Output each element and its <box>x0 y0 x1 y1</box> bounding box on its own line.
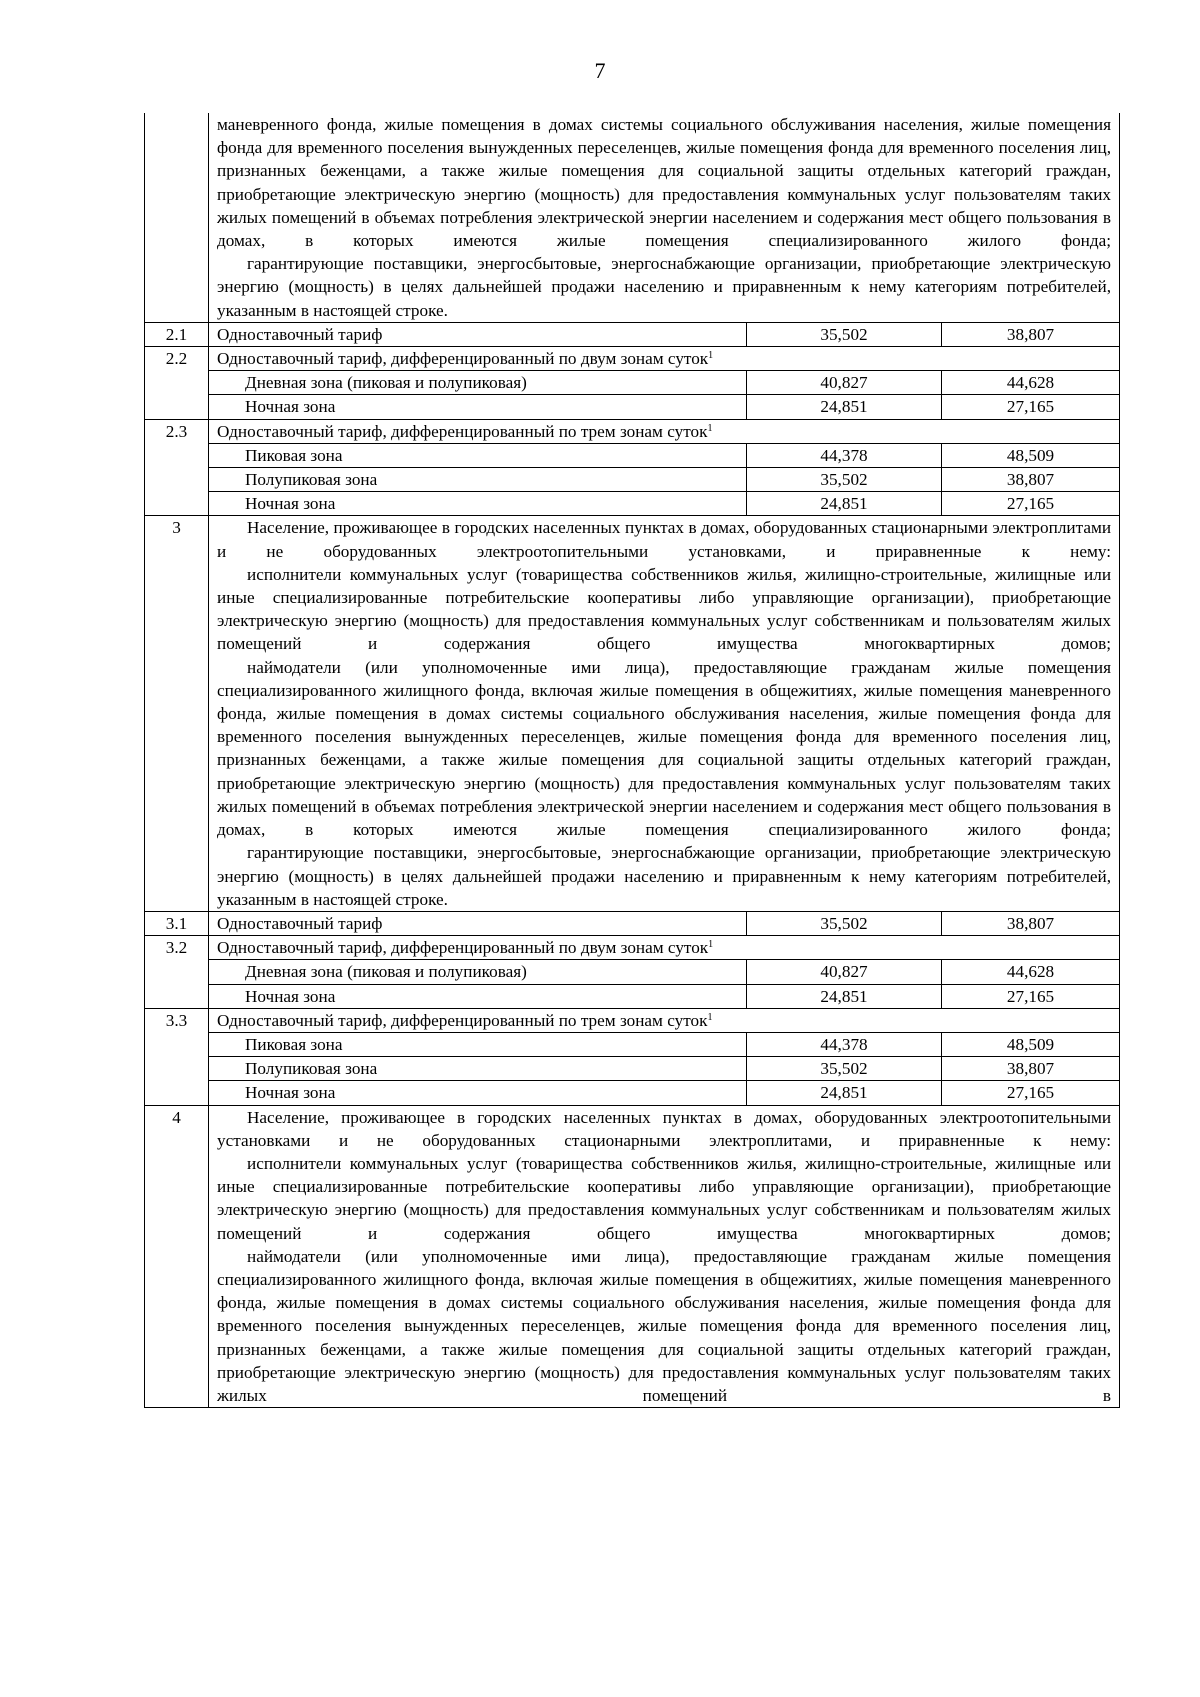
tariff-value-2: 48,509 <box>942 443 1120 467</box>
table-row <box>145 1057 1120 1081</box>
tariff-value-1: 35,502 <box>747 322 942 346</box>
table-row <box>145 395 1120 419</box>
zone-label: Ночная зона <box>209 492 747 516</box>
row-number-cell <box>145 113 209 322</box>
tariff-value-1: 40,827 <box>747 960 942 984</box>
table-row <box>145 516 1120 911</box>
tariff-value-2: 44,628 <box>942 960 1120 984</box>
tariff-label: Одноставочный тариф <box>209 322 747 346</box>
table-row <box>145 960 1120 984</box>
table-row <box>145 371 1120 395</box>
tariff-value-2: 27,165 <box>942 395 1120 419</box>
tariff-value-2: 44,628 <box>942 371 1120 395</box>
tariff-value-2: 27,165 <box>942 492 1120 516</box>
row-number: 2.3 <box>145 419 209 443</box>
zone-label: Пиковая зона <box>209 1032 747 1056</box>
table-row <box>145 984 1120 1008</box>
tariff-value-1: 24,851 <box>747 492 942 516</box>
tariff-table <box>144 113 1120 1408</box>
row-description <box>209 1105 1120 1408</box>
table-row <box>145 911 1120 935</box>
row-number: 3 <box>145 516 209 911</box>
tariff-value-2: 38,807 <box>942 911 1120 935</box>
zone-label: Дневная зона (пиковая и полупиковая) <box>209 960 747 984</box>
table-row <box>145 1008 1120 1032</box>
paragraph: наймодатели (или уполномоченные ими лица), предоставляющие гражданам жилые помещения специализированного жилищного фонда, включая жилые помещения в общежитиях, жилые помещения маневренного фонда, жилые помещения в домах системы социального обслуживания населения, жилые помещения фонда для временного поселения вынужденных переселенцев, жилые помещения фонда для временного поселения лиц, признанных беженцами, а также жилые помещения для социальной защиты отдельных категорий граждан, приобретающие электрическую энергию (мощность) для предоставления коммунальных услуг пользователям таких жилых помещений в <box>217 1246 1112 1405</box>
zone-label: Полупиковая зона <box>209 468 747 492</box>
table-row <box>145 492 1120 516</box>
paragraph: наймодатели (или уполномоченные ими лица), предоставляющие гражданам жилые помещения специализированного жилищного фонда, включая жилые помещения в общежитиях, жилые помещения маневренного фонда, жилые помещения в домах системы социального обслуживания населения, жилые помещения фонда для временного поселения вынужденных переселенцев, жилые помещения фонда для временного поселения лиц, признанных беженцами, а также жилые помещения для социальной защиты отдельных категорий граждан, приобретающие электрическую энергию (мощность) для предоставления коммунальных услуг пользователям таких жилых помещений в объемах потребления электрической энергии населением и содержания мест общего пользования в домах, в которых имеются жилые помещения специализированного жилого фонда; <box>217 657 1112 840</box>
tariff-group-label <box>209 419 1120 443</box>
tariff-value-2: 38,807 <box>942 322 1120 346</box>
row-number: 2.2 <box>145 347 209 371</box>
tariff-value-1: 24,851 <box>747 1081 942 1105</box>
zone-label: Ночная зона <box>209 984 747 1008</box>
table-row <box>145 936 1120 960</box>
tariff-value-1: 35,502 <box>747 911 942 935</box>
tariff-group-label <box>209 1008 1120 1032</box>
table-row <box>145 347 1120 371</box>
table-row <box>145 443 1120 467</box>
tariff-value-1: 24,851 <box>747 984 942 1008</box>
tariff-value-1: 40,827 <box>747 371 942 395</box>
tariff-label: Одноставочный тариф <box>209 911 747 935</box>
footnote-mark: 1 <box>707 1011 713 1023</box>
row-number: 3.2 <box>145 936 209 960</box>
footnote-mark: 1 <box>708 350 714 362</box>
tariff-value-2: 27,165 <box>942 984 1120 1008</box>
table-row <box>145 1081 1120 1105</box>
tariff-group-text: Одноставочный тариф, дифференцированный по двум зонам суток <box>217 349 709 369</box>
row-number: 3.1 <box>145 911 209 935</box>
tariff-value-1: 35,502 <box>747 1057 942 1081</box>
paragraph: гарантирующие поставщики, энергосбытовые, энергоснабжающие организации, приобретающие электрическую энергию (мощность) в целях дальнейшей продажи населению и приравненным к нему категориям потребителей, указанным в настоящей строке. <box>217 254 1112 320</box>
tariff-value-2: 38,807 <box>942 468 1120 492</box>
paragraph: Население, проживающее в городских населенных пунктах в домах, оборудованных электроотопительными установками и не оборудованных стационарными электроплитами, и приравненные к нему: <box>217 1107 1112 1150</box>
tariff-value-1: 24,851 <box>747 395 942 419</box>
row-number: 3.3 <box>145 1008 209 1032</box>
paragraph: исполнители коммунальных услуг (товарищества собственников жилья, жилищно-строительные, жилищные или иные специализированные потребительские кооперативы либо управляющие организации), приобретающие электрическую энергию (мощность) для предоставления коммунальных услуг собственникам и пользователям жилых помещений и содержания общего имущества многоквартирных домов; <box>217 1153 1112 1243</box>
row-description <box>209 113 1120 322</box>
tariff-value-2: 27,165 <box>942 1081 1120 1105</box>
zone-label: Ночная зона <box>209 1081 747 1105</box>
table-row <box>145 468 1120 492</box>
tariff-value-2: 38,807 <box>942 1057 1120 1081</box>
table-row <box>145 1105 1120 1408</box>
tariff-group-label <box>209 347 1120 371</box>
footnote-mark: 1 <box>708 939 714 951</box>
table-row <box>145 1032 1120 1056</box>
zone-label: Полупиковая зона <box>209 1057 747 1081</box>
paragraph: маневренного фонда, жилые помещения в домах системы социального обслуживания населения, жилые помещения фонда для временного поселения вынужденных переселенцев, жилые помещения фонда для временного поселения лиц, признанных беженцами, а также жилые помещения для социальной защиты отдельных категорий граждан, приобретающие электрическую энергию (мощность) для предоставления коммунальных услуг пользователям таких жилых помещений в объемах потребления электрической энергии населением и содержания мест общего пользования в домах, в которых имеются жилые помещения специализированного жилого фонда; <box>217 115 1112 251</box>
tariff-value-2: 48,509 <box>942 1032 1120 1056</box>
row-number: 4 <box>145 1105 209 1408</box>
tariff-group-text: Одноставочный тариф, дифференцированный по двум зонам суток <box>217 938 709 958</box>
tariff-value-1: 35,502 <box>747 468 942 492</box>
table-row <box>145 113 1120 322</box>
table-row <box>145 419 1120 443</box>
footnote-mark: 1 <box>707 422 713 434</box>
tariff-group-text: Одноставочный тариф, дифференцированный по трем зонам суток <box>217 421 708 441</box>
tariff-value-1: 44,378 <box>747 443 942 467</box>
tariff-value-1: 44,378 <box>747 1032 942 1056</box>
tariff-group-text: Одноставочный тариф, дифференцированный по трем зонам суток <box>217 1010 708 1030</box>
zone-label: Дневная зона (пиковая и полупиковая) <box>209 371 747 395</box>
zone-label: Пиковая зона <box>209 443 747 467</box>
table-row <box>145 322 1120 346</box>
page-number: 7 <box>594 58 606 83</box>
paragraph: гарантирующие поставщики, энергосбытовые, энергоснабжающие организации, приобретающие электрическую энергию (мощность) в целях дальнейшей продажи населению и приравненным к нему категориям потребителей, указанным в настоящей строке. <box>217 843 1112 909</box>
row-number: 2.1 <box>145 322 209 346</box>
row-description <box>209 516 1120 911</box>
paragraph: Население, проживающее в городских населенных пунктах в домах, оборудованных стационарными электроплитами и не оборудованных электроотопительными установками, и приравненные к нему: <box>217 518 1112 561</box>
zone-label: Ночная зона <box>209 395 747 419</box>
tariff-group-label <box>209 936 1120 960</box>
paragraph: исполнители коммунальных услуг (товарищества собственников жилья, жилищно-строительные, жилищные или иные специализированные потребительские кооперативы либо управляющие организации), приобретающие электрическую энергию (мощность) для предоставления коммунальных услуг собственникам и пользователям жилых помещений и содержания общего имущества многоквартирных домов; <box>217 564 1112 654</box>
